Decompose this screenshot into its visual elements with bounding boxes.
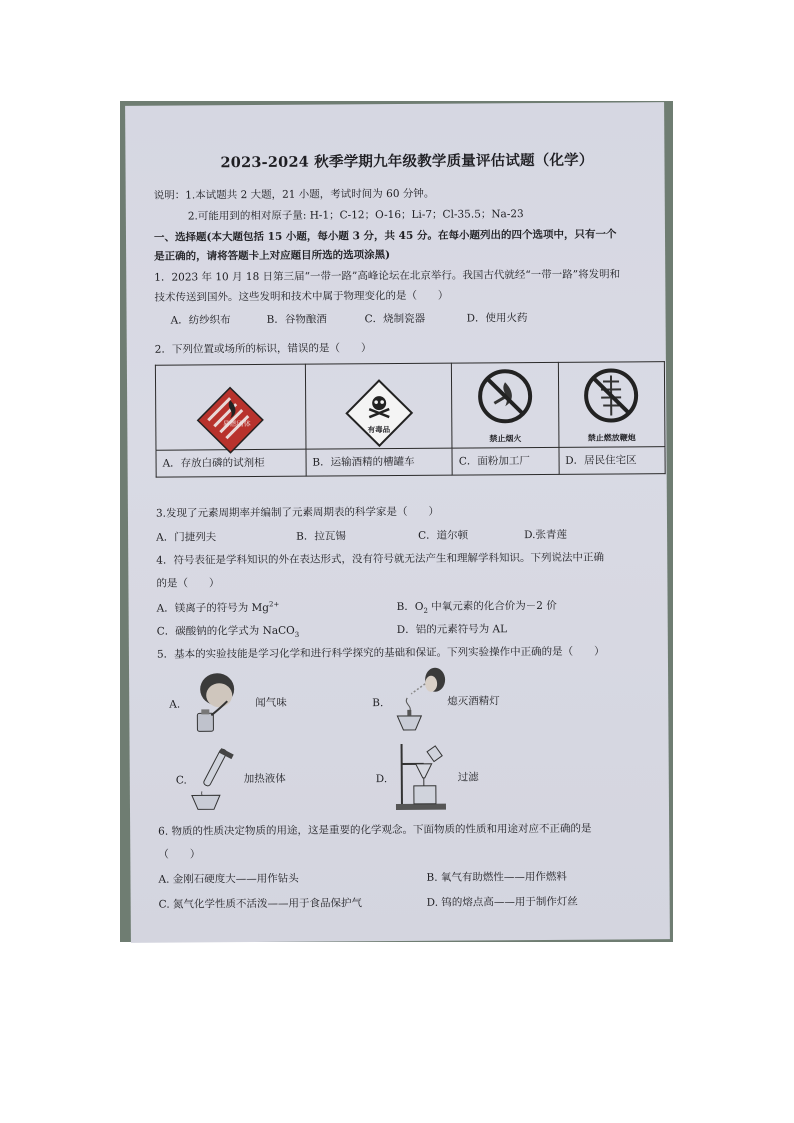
notes-line-1: 说明：1.本试题共 2 大题，21 小题，考试时间为 60 分钟。 bbox=[153, 187, 435, 202]
q5-stem: 5．基本的实验技能是学习化学和进行科学探究的基础和保证。下列实验操作中正确的是（ ） bbox=[156, 645, 605, 661]
q2-option-d: D．居民住宅区 bbox=[559, 447, 666, 475]
section1-line-2: 是正确的，请将答题卡上对应题目所选的选项涂黑) bbox=[154, 249, 391, 263]
q2-cell-a-image bbox=[155, 364, 305, 450]
q1-option-c: C．烧制瓷器 bbox=[364, 312, 426, 326]
q5-label-a: 闻气味 bbox=[255, 696, 287, 709]
q2-cell-c-image bbox=[452, 362, 559, 448]
heating-liquid-figure-icon bbox=[190, 745, 246, 815]
q6-stem-1: 6. 物质的性质决定物质的用途，这是重要的化学观念。下面物质的性质和用途对应不正确的是 bbox=[158, 822, 592, 838]
exam-paper bbox=[125, 102, 670, 943]
q4-stem-1: 4．符号表征是学科知识的外在表达形式，没有符号就无法产生和理解学科知识。下列说法中正确 bbox=[156, 551, 604, 567]
q5-letter-c: C. bbox=[175, 774, 187, 787]
q5-label-b: 熄灭酒精灯 bbox=[447, 695, 500, 708]
q2-cell-d-image bbox=[558, 362, 665, 448]
q3-option-d: D.张青莲 bbox=[524, 528, 568, 542]
q4-option-a: A．镁离子的符号为 $Mg^{2+}$ bbox=[156, 600, 280, 615]
q3-option-b: B．拉瓦锡 bbox=[296, 530, 346, 543]
q1-stem-1: 1．2023 年 10 月 18 日第三届“一带一路”高峰论坛在北京举行。我国古代就经“一带一路”将发明和 bbox=[154, 268, 621, 284]
q2-sign-table bbox=[155, 361, 666, 478]
exam-title: 2023-2024 秋季学期九年级教学质量评估试题（化学） bbox=[220, 151, 594, 172]
q2-option-a: A．存放白磷的试剂柜 bbox=[156, 449, 306, 477]
q6-option-c: C. 氮气化学性质不活泼——用于食品保护气 bbox=[158, 897, 363, 911]
q6-option-b: B. 氧气有助燃性——用作燃料 bbox=[426, 870, 567, 884]
blow-out-lamp-figure-icon bbox=[389, 664, 450, 740]
toxic-caption: 有毒品 bbox=[367, 424, 391, 434]
q6-option-a: A. 金刚石硬度大——用作钻头 bbox=[158, 872, 299, 886]
filtration-figure-icon bbox=[394, 740, 455, 816]
no-fire-caption: 禁止烟火 bbox=[489, 432, 522, 443]
q1-option-a: A．纺纱织布 bbox=[170, 314, 231, 327]
q2-option-b: B．运输酒精的槽罐车 bbox=[306, 448, 453, 476]
no-firecracker-caption: 禁止燃放鞭炮 bbox=[587, 431, 636, 443]
q3-option-a: A．门捷列夫 bbox=[156, 531, 217, 544]
q4-option-c: C．碳酸钠的化学式为 NaCO$_3$ bbox=[156, 624, 300, 639]
q5-label-c: 加热液体 bbox=[243, 772, 286, 786]
no-fire-sign-icon bbox=[475, 366, 536, 445]
no-firecracker-sign-icon bbox=[581, 365, 642, 444]
q1-option-d: D．使用火药 bbox=[466, 312, 528, 325]
section1-line-1: 一、选择题(本大题包括 15 小题，每小题 3 分，共 45 分。在每小题列出的四个选项中，只有一个 bbox=[153, 228, 617, 244]
q5-letter-d: D. bbox=[375, 773, 388, 786]
q5-letter-b: B. bbox=[372, 697, 384, 710]
q2-cell-b-image bbox=[305, 363, 452, 449]
q4-option-b: B．$O_2$ 中氧元素的化合价为－2 价 bbox=[396, 599, 557, 615]
flammable-solid-caption: 易燃固体 bbox=[222, 419, 251, 428]
q2-option-c: C．面粉加工厂 bbox=[452, 447, 559, 475]
q3-stem: 3.发现了元素周期率并编制了元素周期表的科学家是（ ） bbox=[155, 505, 439, 520]
q5-label-d: 过滤 bbox=[457, 771, 479, 784]
smelling-figure-icon bbox=[187, 671, 245, 737]
q2-stem: 2．下列位置或场所的标识，错误的是（ ） bbox=[154, 342, 372, 356]
q6-option-d: D. 钨的熔点高——用于制作灯丝 bbox=[426, 895, 578, 909]
q1-option-b: B．谷物酿酒 bbox=[266, 313, 327, 326]
q4-stem-2: 的是（ ） bbox=[156, 577, 220, 590]
q6-stem-2: （ ） bbox=[158, 848, 201, 861]
notes-line-2: 2.可能用到的相对原子量: H-1；C-12；O-16；Li-7；Cl-35.5；Na-23 bbox=[187, 208, 524, 223]
q3-option-c: C．道尔顿 bbox=[418, 529, 469, 542]
q4-option-d: D．铝的元素符号为 AL bbox=[396, 623, 508, 637]
toxic-sign-icon bbox=[343, 376, 416, 453]
photo-background bbox=[120, 101, 673, 942]
q5-letter-a: A. bbox=[169, 698, 181, 711]
q1-stem-2: 技术传送到国外。这些发明和技术中属于物理变化的是（ ） bbox=[154, 289, 449, 304]
paper-content bbox=[153, 102, 653, 911]
